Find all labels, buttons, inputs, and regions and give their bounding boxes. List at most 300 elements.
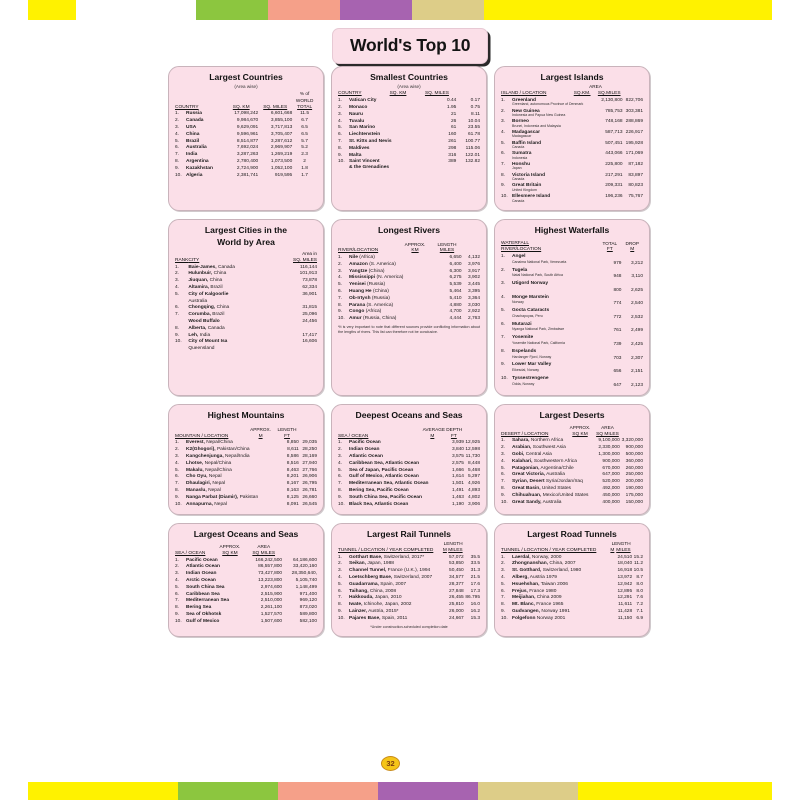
row-name <box>186 467 275 474</box>
row-total-ft: 774 <box>613 301 622 307</box>
row-rank: 5. <box>175 584 180 590</box>
row-rank: 6. <box>338 474 343 480</box>
row-island-location: Indonesia and Papua New Guinea <box>512 112 566 117</box>
row-sqkm: 1.95 <box>446 104 457 110</box>
col-group-area: AREA <box>601 425 614 431</box>
row-rank: 6. <box>338 288 343 294</box>
table-row <box>175 271 317 278</box>
col-miles: MILES <box>439 248 455 254</box>
row-name <box>349 588 447 595</box>
panel-largest-islands <box>494 66 650 211</box>
panel-title: Largest Deserts <box>539 409 605 420</box>
row-name-location: Australia <box>545 472 565 478</box>
row-name-primary: Great Victoria, <box>512 472 546 478</box>
row-value-2: 4,132 <box>467 254 480 260</box>
row-name-primary: Yenisei <box>349 282 366 288</box>
row-value-2: 12,925 <box>465 440 480 446</box>
row-name <box>512 595 615 602</box>
row-value-1: 1,614 <box>451 474 464 480</box>
row-name <box>512 561 615 568</box>
row-name-primary: Great Basin, <box>512 486 541 492</box>
rivers-footnote: *It is very important to note that different sources provide conflicting information about the lengths of rivers. This list can therefore not be conclusive. <box>338 325 480 335</box>
row-name-primary: Dhaulagiri, <box>186 481 212 487</box>
row-area: 101,913 <box>299 271 317 277</box>
row-sqmiles: 171,069 <box>625 151 643 157</box>
row-name-primary: Cho Oyu, <box>186 474 208 480</box>
row-spacer <box>501 368 512 375</box>
row-name-primary: Bering Sea <box>186 605 212 611</box>
table-row <box>175 312 317 319</box>
row-value-2: 33,420,160 <box>292 564 317 570</box>
row-island-location: Canada <box>512 145 525 150</box>
row-value-1: 28,377 <box>449 581 464 587</box>
row-value-2: 7.2 <box>636 602 643 608</box>
row-name-primary: Gotthart Base, <box>349 554 383 560</box>
row-rank: 9. <box>175 494 180 500</box>
row-value-1: 2,974,600 <box>260 584 283 590</box>
row-sqmiles: 100.77 <box>465 138 480 144</box>
row-island-location: Japan <box>512 166 522 171</box>
row-name-primary: Indian Ocean <box>186 571 217 577</box>
smallest-countries-table <box>338 91 480 171</box>
table-row <box>338 295 480 302</box>
table-row <box>338 601 480 608</box>
row-city-name <box>188 325 273 332</box>
panel-rail-tunnels <box>331 523 487 637</box>
row-name <box>349 315 432 322</box>
row-value-2: 2,922 <box>467 309 480 315</box>
row-value-1: 2,515,900 <box>260 591 283 597</box>
row-name-location: Japan, 2010 <box>373 595 402 601</box>
largest-oceans-table <box>175 543 317 624</box>
row-city-name <box>188 291 273 298</box>
row-rank: 6. <box>175 474 180 480</box>
row-sqkm: 2,780,400 <box>236 159 259 165</box>
row-value-2: 150,000 <box>625 499 643 505</box>
row-city-location: China <box>215 305 230 311</box>
row-value-1: 26,455 <box>449 595 464 601</box>
row-name <box>349 567 447 574</box>
row-name-location: China 2009 <box>535 595 562 601</box>
table-header-row <box>338 248 480 255</box>
row-sqmiles: 8.11 <box>471 111 480 117</box>
row-value-1: 400,000 <box>602 499 620 505</box>
row-name-primary: Manaslu, <box>186 488 207 494</box>
row-name <box>512 465 595 472</box>
row-name-location: Nepal/China <box>203 460 232 466</box>
col-group-length: LENGTH <box>611 541 631 547</box>
row-rank <box>175 298 188 305</box>
row-name-primary: Atlantic Ocean <box>349 454 383 460</box>
row-sqmiles: 3,705,407 <box>270 131 293 137</box>
row-country-name: Nauru <box>349 111 363 117</box>
row-value-1: 1,491 <box>451 488 464 494</box>
row-rank: 3. <box>338 454 343 460</box>
row-name <box>186 604 245 611</box>
row-sqkm: 7,692,024 <box>236 145 259 151</box>
row-name-location: Spain, 2007 <box>378 581 407 587</box>
row-pct-world: 6.7 <box>301 118 308 124</box>
row-rank: 3. <box>501 119 506 125</box>
row-name <box>186 584 245 591</box>
table-group-header-row <box>501 424 643 431</box>
row-name <box>512 601 615 608</box>
row-rank: 3. <box>501 452 506 458</box>
row-value-2: 26,660 <box>302 494 317 500</box>
border-segment-bottom-green <box>178 780 278 800</box>
row-value-2: 190,000 <box>625 486 643 492</box>
row-value-2: 33.5 <box>470 561 480 567</box>
row-value-1: 12,942 <box>617 581 633 587</box>
row-waterfall-name: Tyssestrengene <box>512 375 549 381</box>
row-value-2: 27,766 <box>302 467 317 473</box>
row-rank: 4. <box>338 460 343 466</box>
row-waterfall-location: Chachapoyas, Peru <box>512 313 543 318</box>
row-name-primary: Meijiahan, <box>512 595 536 601</box>
row-name <box>349 608 447 615</box>
row-rank: 5. <box>501 140 506 146</box>
row-rank: 4. <box>501 574 506 580</box>
table-group-header-row <box>338 540 480 547</box>
row-name-location: (China) <box>367 268 385 274</box>
row-name <box>349 615 447 622</box>
table-row <box>501 151 643 162</box>
row-name <box>512 581 615 588</box>
table-row <box>175 118 317 125</box>
row-city-name <box>188 346 273 353</box>
col-sqkm: SQ KM <box>572 431 588 437</box>
table-row <box>501 567 643 574</box>
row-value-2: 17.3 <box>470 588 480 594</box>
row-sqmiles: 61.78 <box>467 132 480 138</box>
row-rank: 10. <box>338 501 345 507</box>
row-rank: 4. <box>501 129 506 135</box>
table-row <box>338 111 480 118</box>
row-value-2: 4,893 <box>467 488 480 494</box>
row-rank: 6. <box>501 588 506 594</box>
row-total-ft: 948 <box>613 274 622 280</box>
row-name <box>186 447 275 454</box>
panel-subtitle: (Area wise) <box>397 83 421 89</box>
row-name-location: Pakistan <box>238 494 259 500</box>
col-group-length: LENGTH <box>437 241 457 247</box>
row-rank: 2. <box>501 267 506 273</box>
row-name <box>349 481 444 488</box>
row-rank: 1. <box>501 254 506 260</box>
row-rank: 7. <box>175 598 180 604</box>
row-rank: 4. <box>175 460 180 466</box>
panel-title: Largest Road Tunnels <box>527 528 617 539</box>
row-name <box>349 309 432 316</box>
row-value-2: 5,297 <box>467 474 480 480</box>
row-value-2: 21.5 <box>470 574 480 580</box>
table-row <box>338 581 480 588</box>
row-spacer <box>501 314 512 321</box>
col-sqkm: SQ.KM. <box>573 91 591 97</box>
rail-tunnels-rows <box>338 554 480 622</box>
panel-largest-deserts <box>494 404 650 515</box>
row-value-2: 26,545 <box>302 501 317 507</box>
row-name-location: (Africa) <box>357 254 375 260</box>
row-spacer <box>501 260 512 267</box>
row-rank: 5. <box>338 282 343 288</box>
row-value-2: 873,020 <box>299 605 317 611</box>
row-name-primary: Lhotse, <box>186 460 204 466</box>
row-rank: 2. <box>175 118 180 124</box>
row-sqkm: 0.44 <box>446 98 457 104</box>
panel-title: Largest Countries <box>209 72 283 82</box>
table-row <box>338 574 480 581</box>
row-value-2: 971,400 <box>299 591 317 597</box>
row-value-2: 5,105,740 <box>295 577 317 583</box>
row-name-primary: Laerdal, <box>512 554 531 560</box>
row-city-primary: Leh, <box>188 332 199 338</box>
row-sqkm: 209,331 <box>605 183 623 189</box>
row-name-primary: Bering Sea, Pacific Ocean <box>349 488 409 494</box>
row-rank: 3. <box>175 454 180 460</box>
row-sqmiles: 226,917 <box>625 129 643 135</box>
col-m: M <box>610 547 615 553</box>
row-name <box>186 501 275 508</box>
row-country-name: Brazil <box>186 138 200 144</box>
row-name-primary: Frejus, <box>512 588 528 594</box>
table-row <box>175 487 317 494</box>
row-name-primary: Black Sea, Atlantic Ocean <box>349 501 409 507</box>
row-area <box>273 325 317 332</box>
row-city-name <box>188 305 273 312</box>
row-name-primary: Chihuahuan, <box>512 492 542 498</box>
row-name <box>512 567 615 574</box>
row-name-location: Norway 2001 <box>535 615 566 621</box>
row-name-location: France 1965 <box>534 602 564 608</box>
col-group-average-depth: AVERAGE DEPTH <box>422 427 463 433</box>
table-row <box>175 611 317 618</box>
row-rank: 5. <box>175 138 180 144</box>
row-name-primary: Sea of Japan, Pacific Ocean <box>349 467 414 473</box>
row-value-2: 28,169 <box>302 454 317 460</box>
row-value-2: 26,795 <box>302 481 317 487</box>
row-spacer <box>501 274 512 281</box>
row-sqmiles: 288,869 <box>625 119 643 125</box>
col-city: CITY <box>188 257 200 263</box>
row-city-name <box>188 312 273 319</box>
row-value-2: 17.6 <box>470 581 480 587</box>
row-name-location: Switzerland, 2007 <box>392 574 433 580</box>
row-rank: 9. <box>501 608 506 614</box>
row-name <box>349 288 432 295</box>
row-waterfall-location: Odda, Norway <box>512 381 535 386</box>
table-row <box>175 557 317 564</box>
table-row <box>501 438 643 445</box>
row-rank: 4. <box>175 577 180 583</box>
row-waterfall-location <box>512 287 598 294</box>
row-rank: 2. <box>175 564 180 570</box>
row-rank: 3. <box>175 125 180 131</box>
row-value-2: 250,000 <box>625 472 643 478</box>
row-city-primary: Baie-James, <box>188 264 217 270</box>
road-tunnels-rows <box>501 554 643 622</box>
row-name-primary: Sea of Okhotsk <box>186 611 222 617</box>
rail-tunnels-footnote: *Under construction-scheduled completion date <box>370 624 448 629</box>
panel-largest-cities <box>168 219 324 396</box>
col-sqmiles: SQ MILES <box>252 550 276 556</box>
row-name-primary: Folgefonn <box>512 615 536 621</box>
row-name-primary: Taihang, <box>349 588 369 594</box>
row-name-primary: Pacific Ocean <box>186 557 218 563</box>
row-rank: 5. <box>501 465 506 471</box>
table-row <box>501 301 643 308</box>
row-rank: 10. <box>175 339 182 345</box>
row-name-location: Norway 1991 <box>540 608 570 614</box>
table-row <box>175 440 317 447</box>
table-row <box>338 159 480 171</box>
row-rank: 4. <box>175 131 180 137</box>
table-header-row <box>175 433 317 440</box>
row-name <box>512 574 615 581</box>
table-row <box>175 325 317 332</box>
row-rank: 10. <box>501 375 508 381</box>
row-rank: 8. <box>338 302 343 308</box>
row-rank: 7. <box>175 152 180 158</box>
table-row <box>501 472 643 479</box>
row-sqmiles: 115.06 <box>465 145 480 151</box>
col-group-approx: APPROX. <box>219 544 241 550</box>
table-header-row <box>338 433 480 440</box>
table-row <box>338 487 480 494</box>
col-island-location: ISLAND / LOCATION <box>501 91 547 97</box>
largest-cities-rows <box>175 264 317 352</box>
table-group-header-row <box>501 540 643 547</box>
table-row <box>501 314 643 321</box>
col-pct-total: TOTAL <box>297 104 313 110</box>
row-rank: 10. <box>501 499 508 505</box>
row-city-location: Brazil <box>209 285 223 291</box>
row-rank: 1. <box>338 554 343 560</box>
col-area-sqmiles: SQ. MILES <box>293 257 317 263</box>
row-sqkm: 443,066 <box>605 151 623 157</box>
row-value-1: 8,516 <box>286 460 299 466</box>
panel-title: Largest Oceans and Seas <box>193 528 299 539</box>
table-group-header-row <box>501 84 643 91</box>
row-sqmiles: 87,182 <box>628 162 643 168</box>
row-rank: 9. <box>175 611 180 617</box>
row-area: 25,096 <box>302 312 317 318</box>
row-city-location: Brazil <box>210 312 225 318</box>
table-row <box>501 458 643 465</box>
row-value-1: 6,275 <box>449 275 462 281</box>
row-rank: 8. <box>501 348 506 354</box>
row-value-2: 11,730 <box>465 454 480 460</box>
row-country-name: Argentina <box>186 159 209 165</box>
row-name <box>349 595 447 602</box>
row-value-2: 3,917 <box>467 268 480 274</box>
row-name-location: Japan, 1988 <box>365 561 394 567</box>
col-group-area-line1: Area in <box>302 251 317 257</box>
row-rank: 5. <box>501 581 506 587</box>
row-value-1: 492,000 <box>602 486 620 492</box>
table-header-row-1 <box>501 240 643 247</box>
row-value-1: 9,100,000 <box>598 438 620 444</box>
row-name-primary: K2(Ghogori), <box>186 447 216 453</box>
table-row <box>175 584 317 591</box>
row-city-primary: Jiuquan, <box>188 278 209 284</box>
row-value-2: 3,364 <box>467 295 480 301</box>
row-name-primary: Ob-Irtysh <box>349 295 371 301</box>
row-name-location: Switzerland, 2017* <box>382 554 425 560</box>
table-row <box>175 481 317 488</box>
row-sqmiles: 83,897 <box>628 172 643 178</box>
row-country-name: Vatican City <box>349 98 377 104</box>
row-area <box>273 346 317 353</box>
row-waterfall-name: Angel <box>512 254 526 260</box>
panel-grid <box>168 66 650 637</box>
table-row <box>501 368 643 375</box>
row-waterfall-name: Yosemite <box>512 335 534 341</box>
row-sqkm: 3,287,263 <box>236 152 259 158</box>
border-segment-bottom-yellow-left <box>28 780 178 800</box>
table-row <box>175 577 317 584</box>
panel-highest-mountains <box>168 404 324 515</box>
row-name-primary: Mt. Blanc, <box>512 602 535 608</box>
row-drop-m: 2,625 <box>630 287 643 293</box>
row-rank: 8. <box>338 145 343 151</box>
table-row <box>338 118 480 125</box>
table-row <box>175 332 317 339</box>
row-city-location: Canada <box>216 264 235 270</box>
row-name-location: (China) <box>371 288 389 294</box>
row-name-primary: Huang He <box>349 288 372 294</box>
row-country-name: Liechtenstein <box>349 132 381 138</box>
row-rank: 3. <box>501 568 506 574</box>
table-row <box>501 581 643 588</box>
table-row <box>175 453 317 460</box>
row-name <box>349 261 432 268</box>
row-name-primary: Caribbean Sea <box>186 591 220 597</box>
row-spacer <box>501 287 512 294</box>
row-rank: 4. <box>338 275 343 281</box>
row-waterfall-location: Hardanger Fjord, Norway <box>512 354 552 359</box>
col-tunnel-location-year: TUNNEL / LOCATION / YEAR COMPLETED <box>338 547 434 553</box>
row-name-primary: Mediterranean Sea <box>186 598 230 604</box>
col-group-area: AREA <box>257 544 271 550</box>
row-value-2: 8.0 <box>636 581 643 587</box>
largest-deserts-table <box>501 424 643 505</box>
row-sqkm: 748,168 <box>605 119 623 125</box>
road-tunnels-table <box>501 540 643 621</box>
row-name-primary: Sahara, <box>512 438 530 444</box>
row-value-2: 8,448 <box>467 460 480 466</box>
row-island-name: New Guinea Indonesia and Papua New Guinea <box>512 108 596 119</box>
row-rank: 6. <box>501 472 506 478</box>
table-row <box>501 574 643 581</box>
longest-rivers-table <box>338 241 480 322</box>
row-rank: 1. <box>501 438 506 444</box>
row-name <box>349 554 447 561</box>
row-rank: 10. <box>501 194 508 200</box>
panel-road-tunnels <box>494 523 650 637</box>
row-value-2: 7.6 <box>636 595 643 601</box>
row-name-location: China, 2007 <box>548 561 576 567</box>
row-drop-m: 2,540 <box>630 301 643 307</box>
row-name-location: Switzerland, 1980 <box>541 568 582 574</box>
row-value-1: 3,840 <box>451 447 464 453</box>
row-value-2: 582,100 <box>299 618 317 624</box>
col-group-total: TOTAL <box>602 240 618 246</box>
row-rank: 4. <box>175 285 180 291</box>
row-city-primary: Hulunbuir, <box>188 271 213 277</box>
col-river-location: RIVER/LOCATION <box>501 247 542 253</box>
row-value-1: 4,880 <box>449 302 462 308</box>
